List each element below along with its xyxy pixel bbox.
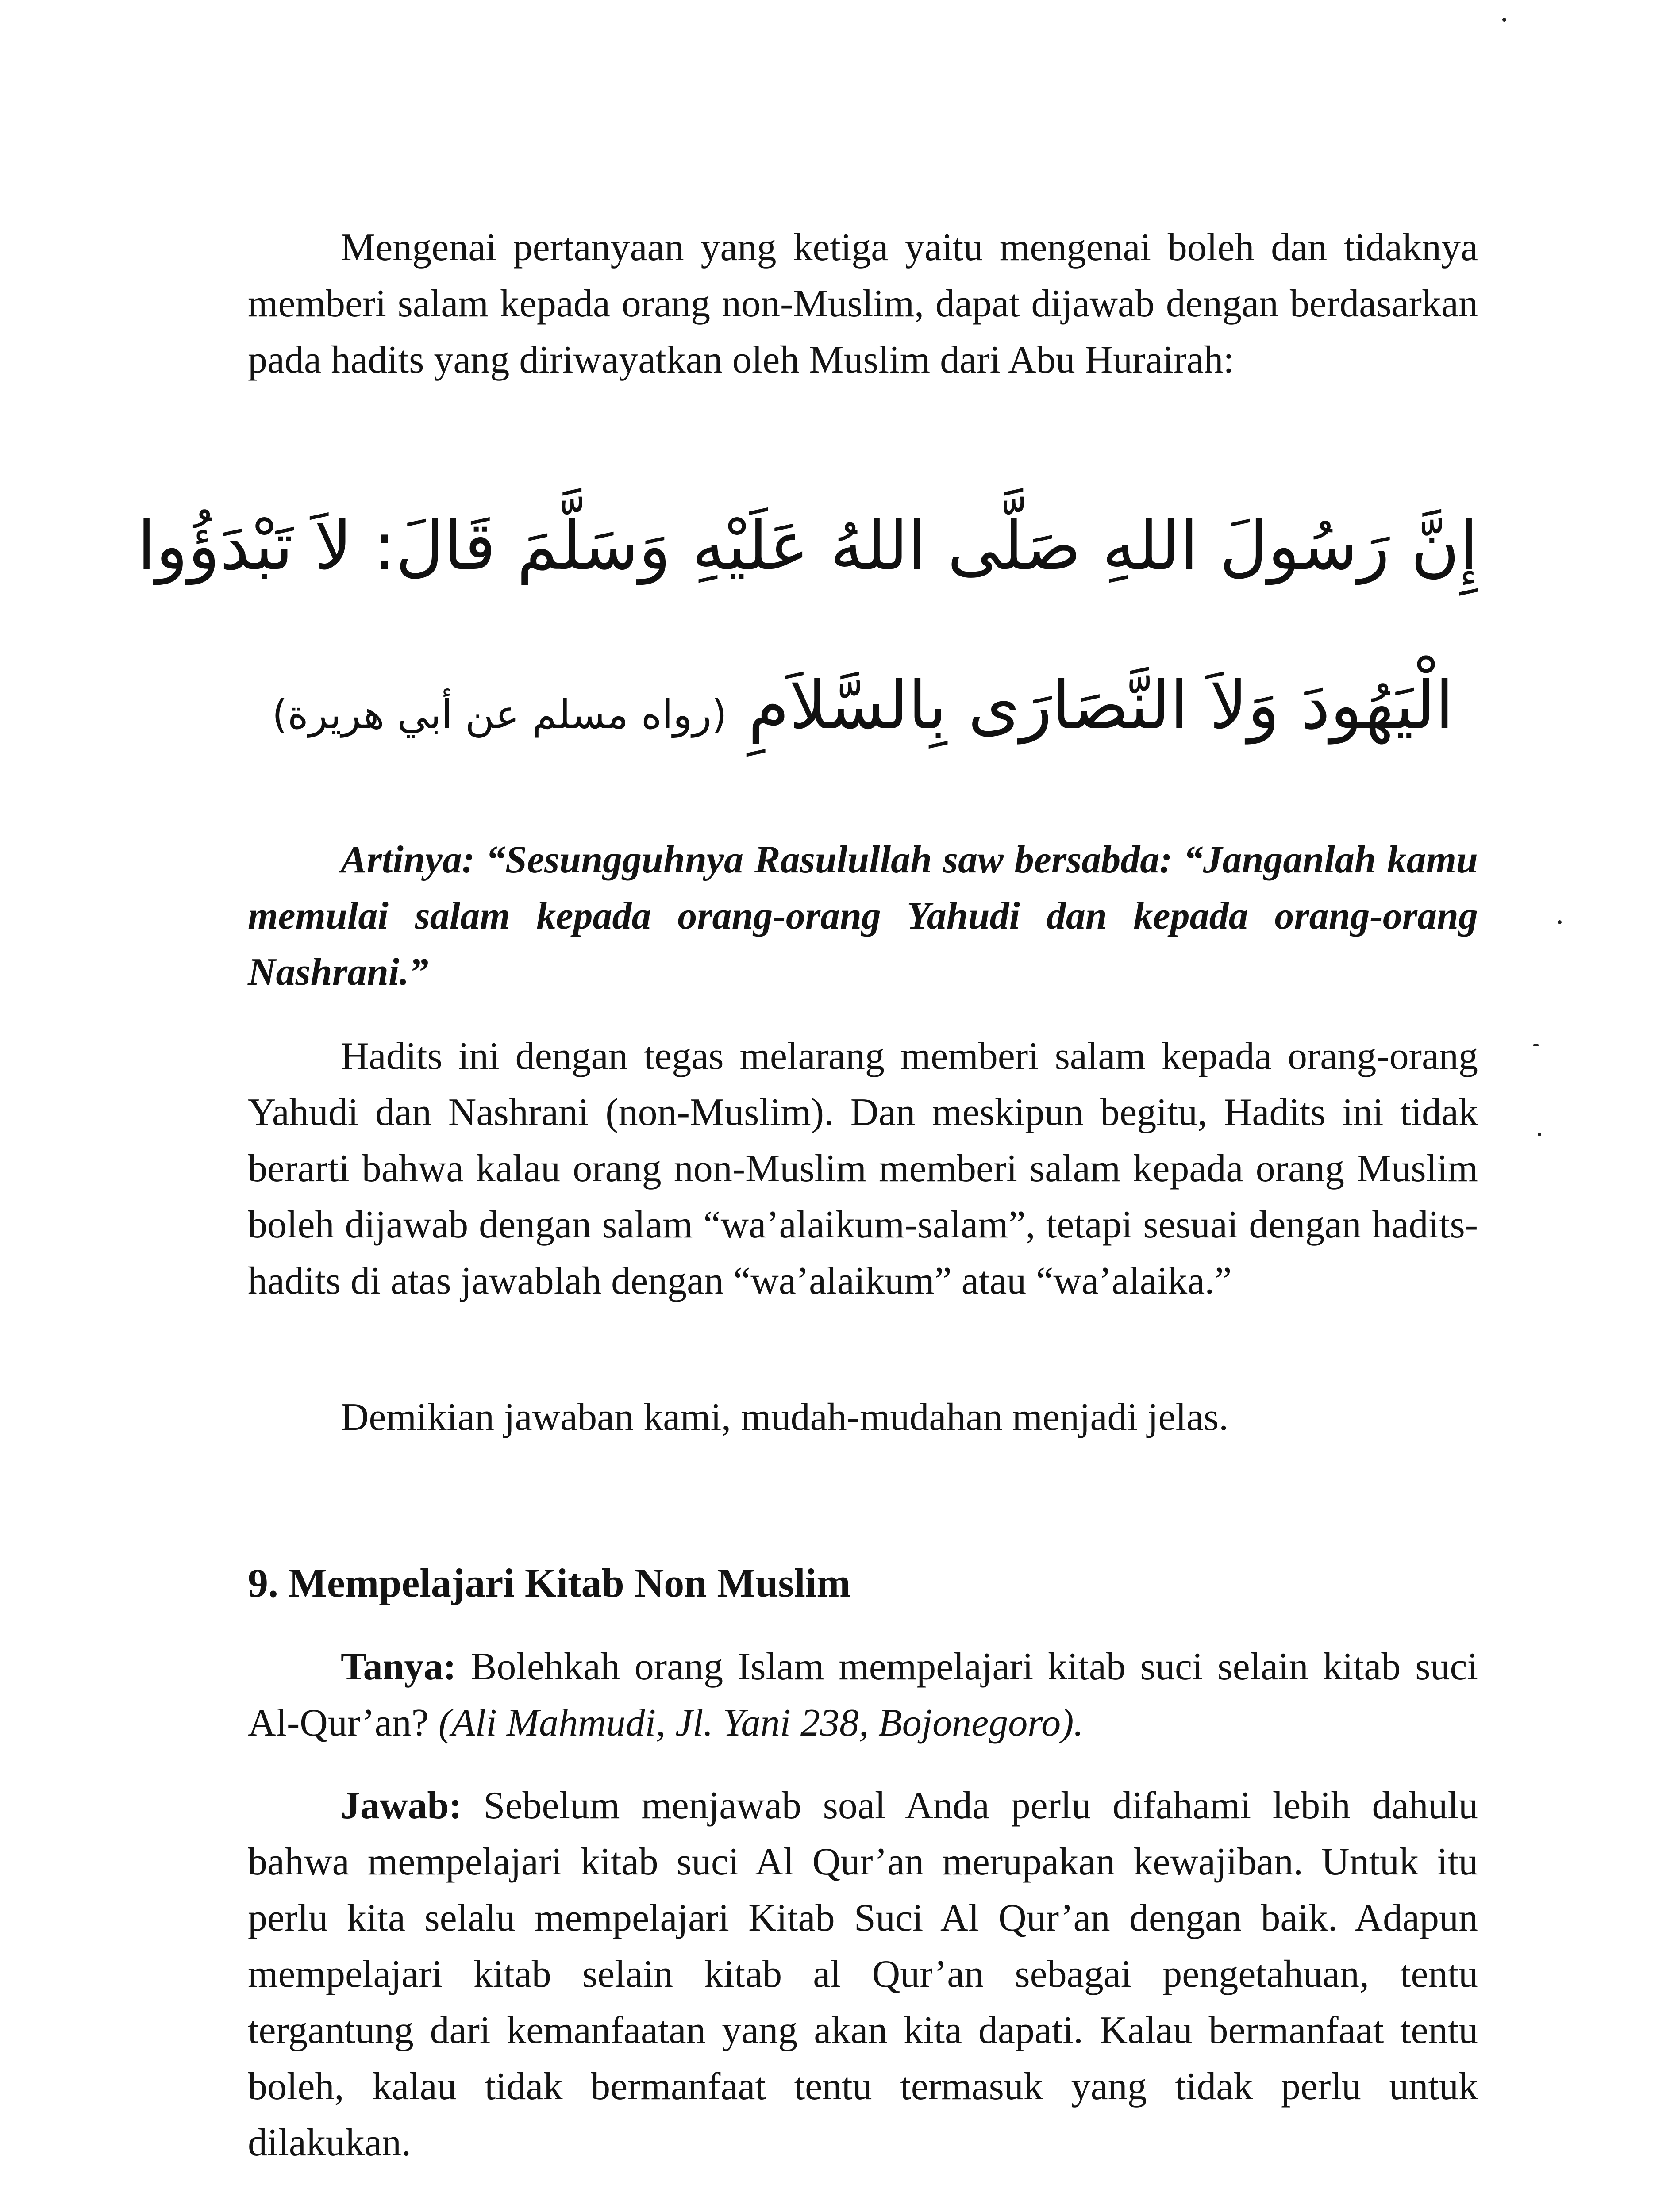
explanation-paragraph: Hadits ini dengan tegas melarang memberi salam kepada orang-orang Yahudi dan Nashrani (non-Muslim). Dan meskipun begitu, Hadits ini tidak berarti bahwa kalau orang non-Muslim memberi salam kepada orang Muslim boleh dijawab dengan salam “wa’alaikum-salam”, tetapi sesuai dengan hadits-hadits di atas jawablah dengan “wa’alaikum” atau “wa’alaika.” [248,1035,1478,1302]
question-text: Bolehkah orang Islam mempelajari kitab suci selain kitab suci Al-Qur’an? [248,1645,1478,1744]
hadith-reference: (رواه مسلم عن أبي هريرة) [272,691,727,738]
question-paragraph [248,1639,1478,1751]
intro-paragraph: Mengenai pertanyaan yang ketiga yaitu mengenai boleh dan tidaknya memberi salam kepada orang non-Muslim, dapat dijawab dengan berdasarkan pada hadits yang diriwayatkan oleh Muslim dari Abu Hurairah: [248,226,1478,381]
scan-speck [1533,1044,1539,1046]
hadith-line-1: إِنَّ رَسُولَ اللهِ صَلَّى اللهُ عَلَيْهِ وَسَلَّمَ قَالَ: لاَ تَبْدَؤُوا [137,508,1478,585]
answer-label: Jawab: [341,1784,462,1827]
closing-paragraph: Demikian jawaban kami, mudah-mudahan menjadi jelas. [341,1396,1229,1439]
hadith-line-2-text: الْيَهُودَ وَلاَ النَّصَارَى بِالسَّلاَمِ [748,667,1454,744]
hadith-line-2 [248,626,1478,795]
question-label: Tanya: [341,1645,456,1688]
hadith-arabic-text [137,467,1478,795]
section-heading: 9. Mempelajari Kitab Non Muslim [248,1560,850,1605]
answer-text: Sebelum menjawab soal Anda perlu difahami lebih dahulu bahwa mempelajari kitab suci Al Qur’an merupakan kewajiban. Untuk itu perlu kita selalu mempelajari Kitab Suci Al Qur’an dengan baik. Adapun mempelajari kitab selain kitab al Qur’an sebagai pengetahuan, tentu tergantung dari kemanfaatan yang akan kita dapati. Kalau bermanfaat tentu boleh, kalau tidak bermanfaat tentu termasuk yang tidak perlu untuk dilakukan. [248,1784,1478,2164]
answer-paragraph [248,1778,1478,2171]
scan-speck [1558,920,1562,924]
scan-speck [1502,18,1506,22]
translation-paragraph: Artinya: “Sesungguhnya Rasulullah saw bersabda: “Janganlah kamu memulai salam kepada orang-orang Yahudi dan kepada orang-orang Nashrani.” [248,838,1478,994]
question-source: (Ali Mahmudi, Jl. Yani 238, Bojonegoro). [438,1701,1084,1744]
scan-speck [1538,1133,1541,1136]
